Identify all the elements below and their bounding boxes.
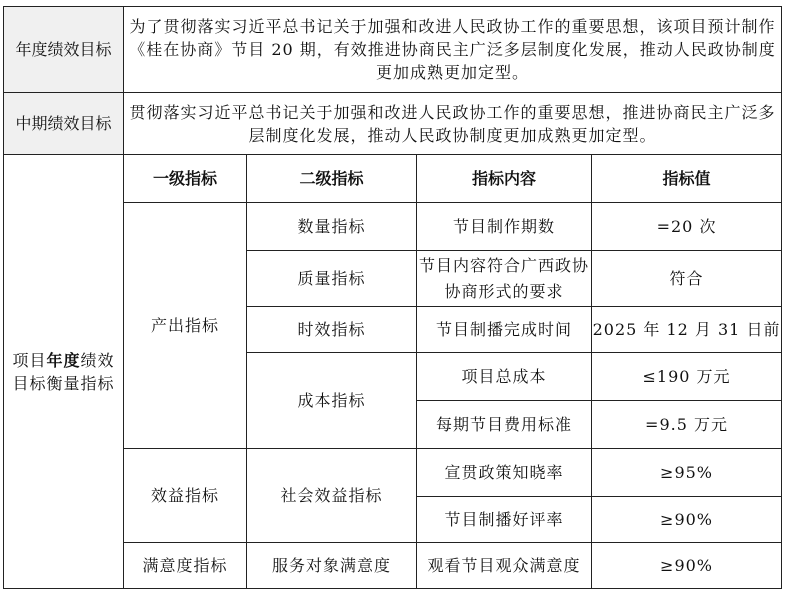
item-content: 节目制作期数 — [417, 203, 592, 251]
item-value: =9.5 万元 — [592, 401, 782, 449]
item-content: 节目内容符合广西政协协商形式的要求 — [417, 251, 592, 307]
level2-service: 服务对象满意度 — [247, 543, 417, 589]
annual-goal-row — [4, 7, 782, 93]
item-value: ≥90% — [592, 543, 782, 589]
midterm-goal-text: 贯彻落实习近平总书记关于加强和改进人民政协工作的重要思想，推进协商民主广泛多层制度化发展，推动人民政协制度更加成熟更加定型。 — [124, 93, 782, 155]
header-value: 指标值 — [592, 155, 782, 203]
metrics-label: 项目年度绩效目标衡量指标 — [4, 155, 124, 589]
midterm-goal-row — [4, 93, 782, 155]
item-value: 2025 年 12 月 31 日前 — [592, 307, 782, 353]
item-content: 宣贯政策知晓率 — [417, 449, 592, 497]
annual-goal-text: 为了贯彻落实习近平总书记关于加强和改进人民政协工作的重要思想，该项目预计制作《桂在协商》节目 20 期，有效推进协商民主广泛多层制度化发展，推动人民政协制度更加成熟更加定型。 — [124, 7, 782, 93]
level2-social: 社会效益指标 — [247, 449, 417, 543]
header-level1: 一级指标 — [124, 155, 247, 203]
item-content: 节目制播好评率 — [417, 497, 592, 543]
item-value: ≥95% — [592, 449, 782, 497]
header-level2: 二级指标 — [247, 155, 417, 203]
item-value: 符合 — [592, 251, 782, 307]
item-content: 节目制播完成时间 — [417, 307, 592, 353]
item-content: 观看节目观众满意度 — [417, 543, 592, 589]
item-value: ≥90% — [592, 497, 782, 543]
item-content: 项目总成本 — [417, 353, 592, 401]
level2-timeliness: 时效指标 — [247, 307, 417, 353]
level2-cost: 成本指标 — [247, 353, 417, 449]
annual-goal-label: 年度绩效目标 — [4, 7, 124, 93]
level1-satisfaction: 满意度指标 — [124, 543, 247, 589]
header-content: 指标内容 — [417, 155, 592, 203]
item-content: 每期节目费用标准 — [417, 401, 592, 449]
level2-quality: 质量指标 — [247, 251, 417, 307]
level2-quantity: 数量指标 — [247, 203, 417, 251]
performance-goals-table — [3, 6, 782, 589]
midterm-goal-label: 中期绩效目标 — [4, 93, 124, 155]
level1-benefit: 效益指标 — [124, 449, 247, 543]
level1-output: 产出指标 — [124, 203, 247, 449]
item-value: ≤190 万元 — [592, 353, 782, 401]
item-value: =20 次 — [592, 203, 782, 251]
header-row — [4, 155, 782, 203]
